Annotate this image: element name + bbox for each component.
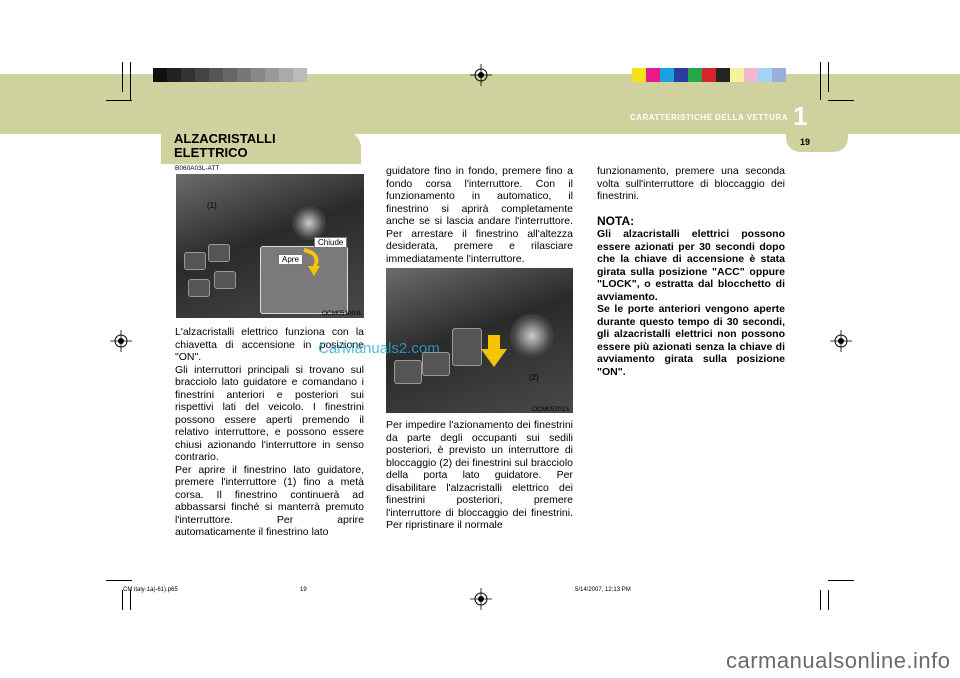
section-code: B060A03L-ATT: [175, 165, 220, 172]
body-text-column-1: L'alzacristalli elettrico funziona con la chiavetta di accensione in posizione "ON". Gli interruttori principali si trovano sul bracciolo lato guidatore e comandano i finestrini anteriori e posteriori sui rispettivi lati del veicolo. I finestrini possono essere aperti premendo il relativo interruttore, e possono essere chiusi azionando l'interruttore in senso contrario. Per aprire il finestrino lato guidatore, premere l'interruttore (1) fino a metà corsa. Il finestrino continuerà ad abbassarsi finché si manterrà premuto l'interruttore. Per aprire automaticamente il finestrino lato: [175, 326, 364, 538]
color-swatch: [237, 68, 251, 82]
figure1-caption: OCM051003L: [322, 310, 363, 317]
color-swatch: [646, 68, 660, 82]
rotate-arrow-icon: [298, 246, 326, 280]
callout-switch-2: (2): [529, 373, 539, 382]
label-open: Apre: [278, 254, 303, 265]
footer-page: 19: [300, 587, 307, 593]
registration-target-icon: [470, 588, 492, 610]
down-arrow-icon: [481, 335, 507, 367]
registration-target-icon: [470, 64, 492, 86]
color-swatch: [660, 68, 674, 82]
color-swatch: [209, 68, 223, 82]
color-swatch: [153, 68, 167, 82]
callout-switch-1: (1): [207, 201, 217, 210]
body-text-column-3: funzionamento, premere una seconda volta sull'interruttore di bloccaggio dei finestrini.: [597, 165, 785, 202]
color-swatch: [167, 68, 181, 82]
color-swatch: [688, 68, 702, 82]
body-text-column-2-top: guidatore fino in fondo, premere fino a fondo corsa l'interruttore. Con il funzionamento in automatico, il finestrino si aprirà completamente anche se si lascia andare l'interruttore. Per arrestare il finestrino all'altezza desiderata, premere e rilasciare immediatamente l'interruttore.: [386, 165, 573, 265]
color-swatch: [195, 68, 209, 82]
page-number-tab: [786, 134, 848, 152]
registration-target-icon: [830, 330, 852, 352]
color-swatch: [181, 68, 195, 82]
note-text: Gli alzacristalli elettrici possono essere azionati per 30 secondi dopo che la chiave di accensione è stata girata sulla posizione "ACC" oppure "LOCK", o estratta dal blocchetto di avviamento. Se le porte anteriori vengono aperte durante questo tempo di 30 secondi, gli alzacristalli elettrici non possono essere più azionati senza la chiave di avviamento girata sulla posizione "ON".: [597, 228, 785, 378]
page-number: 19: [800, 137, 811, 147]
color-swatch: [279, 68, 293, 82]
figure2-caption: OCM052013: [532, 406, 569, 413]
chapter-title: CARATTERISTICHE DELLA VETTURA: [629, 113, 788, 122]
footer-date: 5/14/2007, 12:13 PM: [575, 587, 631, 593]
color-swatch: [293, 68, 307, 82]
section-title: ALZACRISTALLI ELETTRICO: [174, 131, 276, 160]
color-swatch: [744, 68, 758, 82]
note-heading: NOTA:: [597, 214, 635, 228]
chapter-number: 1: [793, 101, 808, 131]
watermark-bottom: carmanualsonline.info: [726, 648, 951, 673]
color-swatch: [716, 68, 730, 82]
watermark-overlay: CarManuals2.com: [318, 340, 440, 357]
color-swatch: [632, 68, 646, 82]
label-close: Chiude: [314, 237, 347, 248]
color-swatch: [772, 68, 786, 82]
color-swatch: [758, 68, 772, 82]
color-swatch: [730, 68, 744, 82]
color-swatch: [702, 68, 716, 82]
registration-target-icon: [110, 330, 132, 352]
color-swatch: [674, 68, 688, 82]
color-swatch: [265, 68, 279, 82]
footer-file: CM italy-1a(-61).p65: [123, 587, 178, 593]
color-swatch: [223, 68, 237, 82]
body-text-column-2-bottom: Per impedire l'azionamento dei finestrini da parte degli occupanti sui sedili posteriori, è previsto un interruttore di bloccaggio (2) dei finestrini sul bracciolo della porta lato guidatore. Per disabilitare l'alzacristalli elettrico dei finestrini posteriori, premere l'interruttore di bloccaggio dei finestrini. Per ripristinare il normale: [386, 419, 573, 531]
color-swatch: [251, 68, 265, 82]
